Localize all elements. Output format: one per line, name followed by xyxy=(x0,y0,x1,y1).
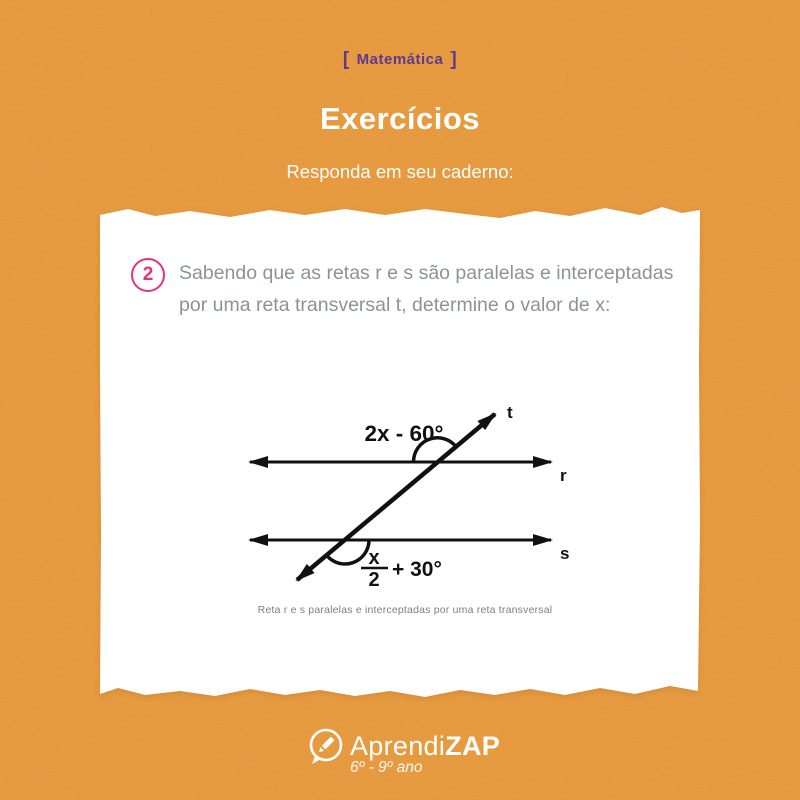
brand-name-regular: Aprendi xyxy=(350,731,446,761)
page-title: Exercícios xyxy=(319,101,481,136)
question-number-badge: 2 xyxy=(131,258,165,292)
page-subtitle: Responda em seu caderno: xyxy=(286,161,514,182)
category-badge xyxy=(0,48,800,70)
line-r-label: r xyxy=(560,466,567,485)
diagram-caption: Reta r e s paralelas e interceptadas por uma reta transversal xyxy=(257,604,553,616)
bracket-left: [ xyxy=(342,49,350,70)
geometry-diagram xyxy=(215,388,595,618)
brand-name xyxy=(350,731,500,762)
line-t-label: t xyxy=(507,403,513,422)
angle-label-bottom-suffix: + 30° xyxy=(392,558,442,581)
line-s-label: s xyxy=(560,544,570,563)
fraction-denominator: 2 xyxy=(368,569,380,591)
brand-name-bold: ZAP xyxy=(445,731,501,761)
fraction-numerator: x xyxy=(368,547,380,569)
bracket-right: ] xyxy=(450,49,458,70)
category-label: Matemática xyxy=(356,51,444,68)
brand-grade-range: 6º - 9º ano xyxy=(350,759,423,776)
speech-bubble-pencil-icon xyxy=(307,727,347,769)
angle-label-top: 2x - 60° xyxy=(364,421,444,446)
question-text: Sabendo que as retas r e s são paralelas e interceptadas por uma reta transversal t, determine o valor de x: xyxy=(179,262,674,316)
